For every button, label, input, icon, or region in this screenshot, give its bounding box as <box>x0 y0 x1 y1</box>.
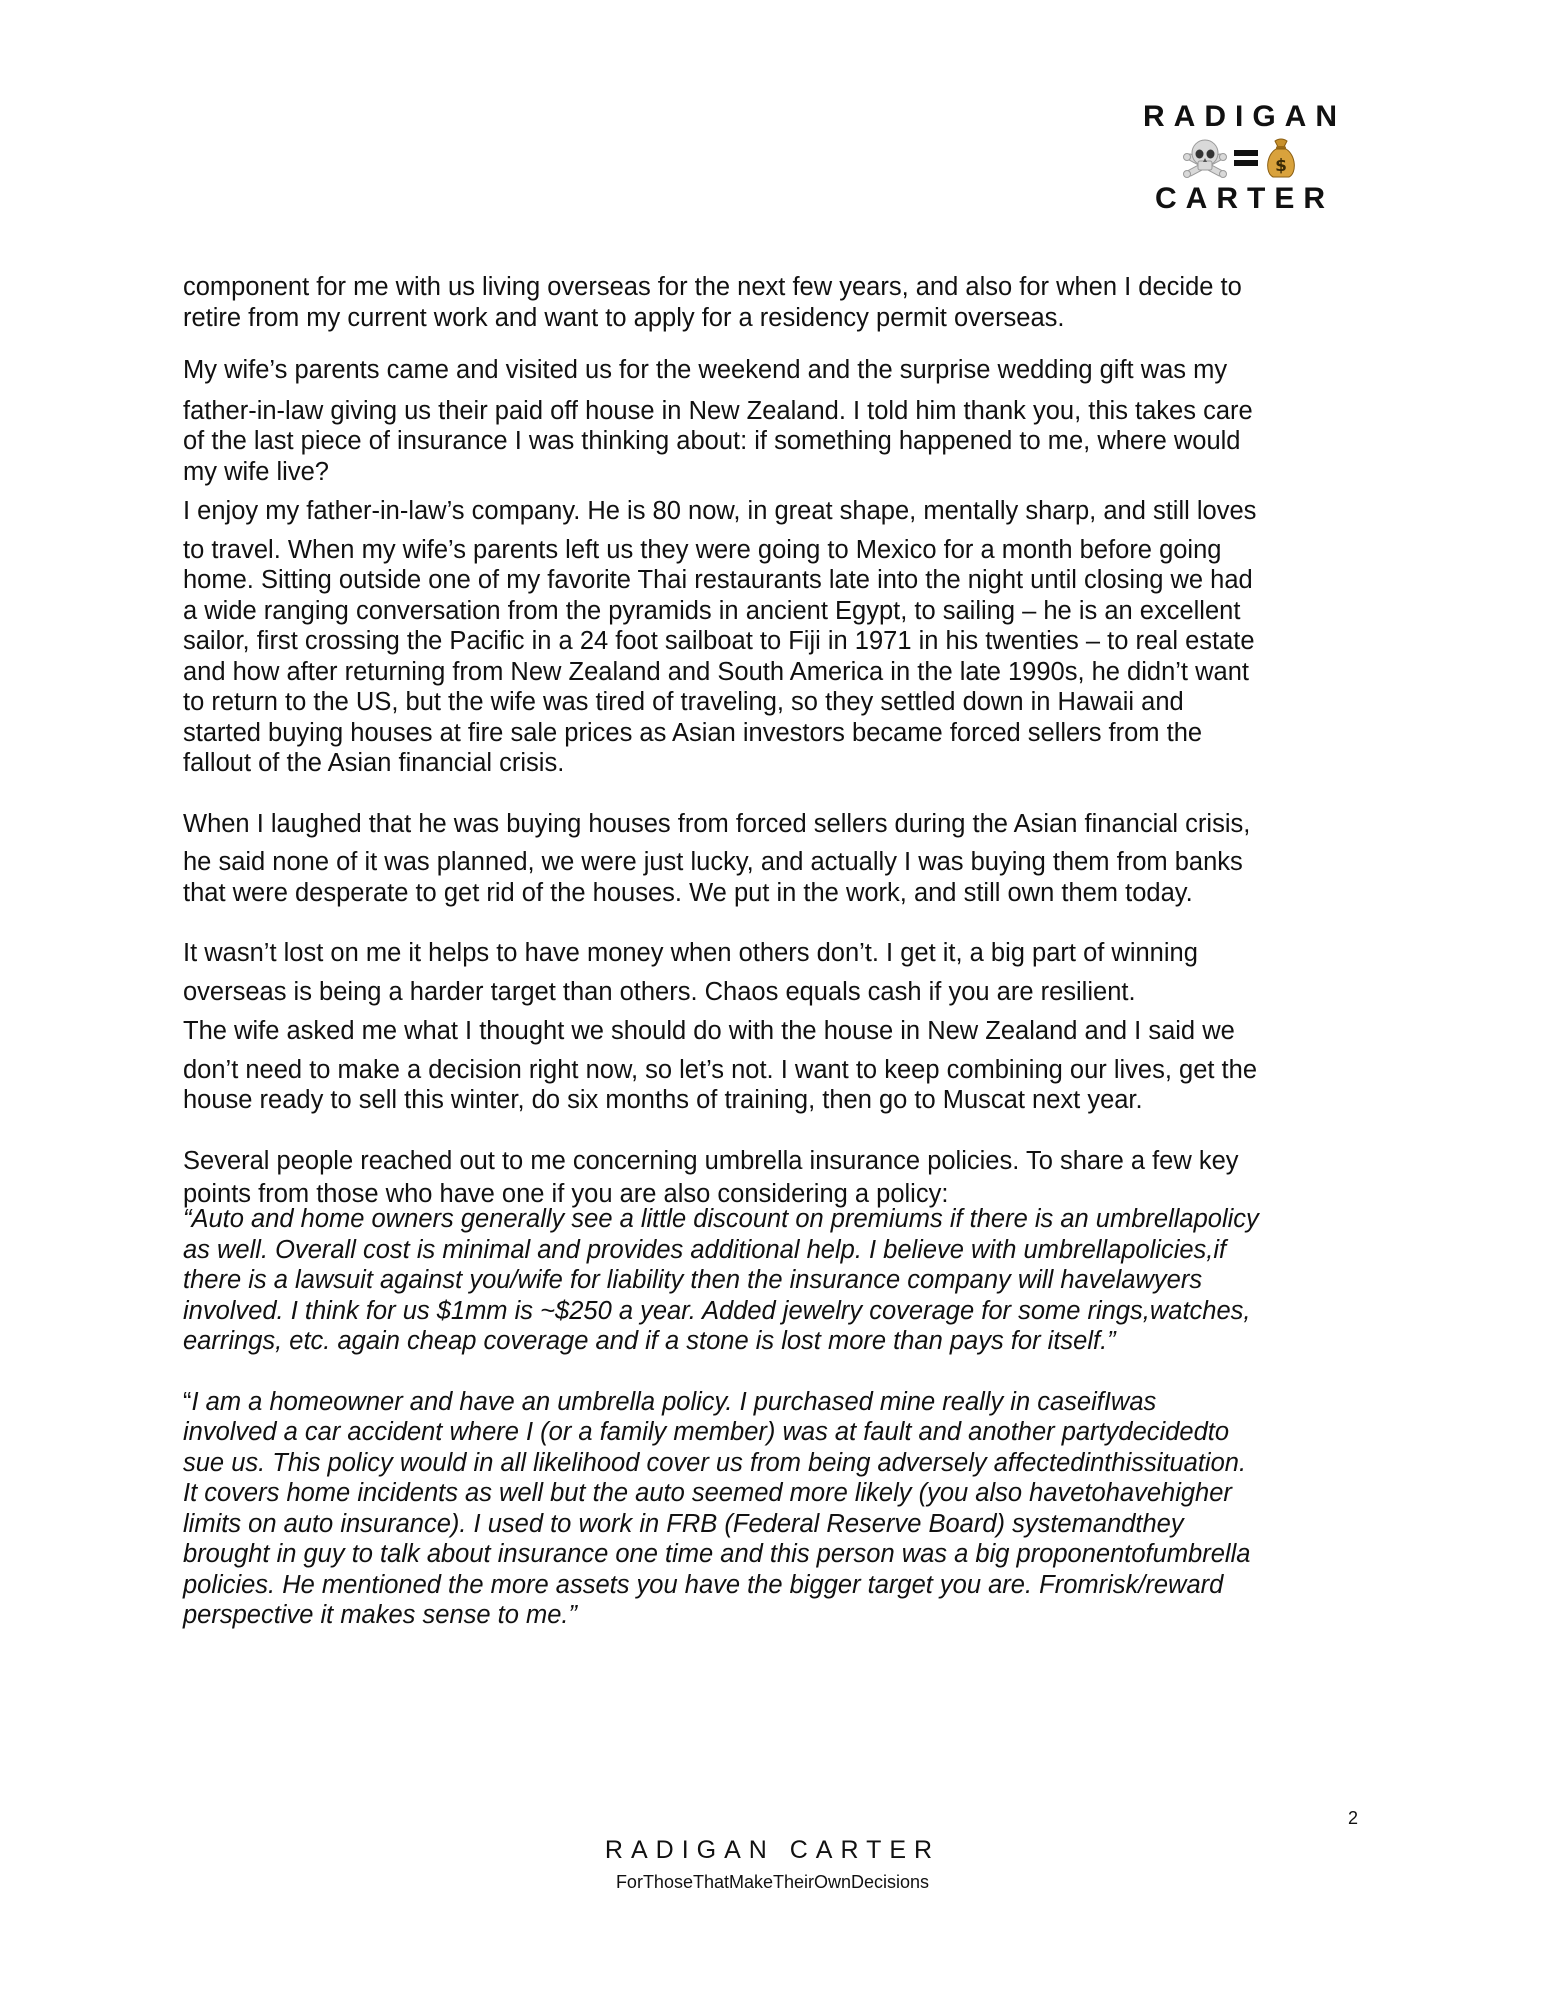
paragraph <box>183 809 1363 909</box>
quote-line: there is a lawsuit against you/wife for liability then the insurance company will havelawyers <box>183 1266 1203 1294</box>
text-line: a wide ranging conversation from the pyramids in ancient Egypt, to sailing – he is an excellent <box>183 596 1241 625</box>
paragraph <box>183 938 1363 1007</box>
text-line: retire from my current work and want to apply for a residency permit overseas. <box>183 303 1065 332</box>
text-line: to travel. When my wife’s parents left us they were going to Mexico for a month before going <box>183 535 1222 564</box>
quote-line: earrings, etc. again cheap coverage and if a stone is lost more than pays for itself.” <box>183 1327 1116 1355</box>
paragraph <box>183 496 1363 779</box>
text-line: Several people reached out to me concerning umbrella insurance policies. To share a few key <box>183 1146 1239 1175</box>
text-line: to return to the US, but the wife was tired of traveling, so they settled down in Hawaii and <box>183 688 1184 716</box>
document-body <box>183 272 1363 1631</box>
page-number: 2 <box>1348 1808 1359 1828</box>
quote-line: involved. I think for us $1mm is ~$250 a year. Added jewelry coverage for some rings,watches, <box>183 1296 1251 1325</box>
equals-sign-icon <box>1232 147 1260 169</box>
quote-line: involved a car accident where I (or a family member) was at fault and another partydecidedto <box>183 1418 1230 1446</box>
quote-line: “Auto and home owners generally see a little discount on premiums if there is an umbrellapolicy <box>183 1205 1259 1233</box>
paragraph <box>183 272 1363 333</box>
text-line: My wife’s parents came and visited us for the weekend and the surprise wedding gift was my <box>183 356 1228 384</box>
text-line: points from those who have one if you are also considering a policy: <box>183 1180 949 1208</box>
footer-tagline: ForThoseThatMakeTheirOwnDecisions <box>615 1872 930 1892</box>
text-line: When I laughed that he was buying houses from forced sellers during the Asian financial crisis, <box>183 809 1251 838</box>
text-line: overseas is being a harder target than others. Chaos equals cash if you are resilient. <box>183 977 1136 1006</box>
testimonial-quote <box>183 1387 1363 1631</box>
text-line: home. Sitting outside one of my favorite Thai restaurants late into the night until closing we had <box>183 566 1253 594</box>
quote-line <box>183 1387 1363 1418</box>
quote-line: brought in guy to talk about insurance one time and this person was a big proponentofumbrella <box>183 1540 1251 1568</box>
skull-and-crossbones-icon <box>1182 137 1228 179</box>
footer-brand: RADIGAN CARTER <box>604 1836 941 1864</box>
paragraph <box>183 355 1363 487</box>
svg-text:$: $ <box>1275 156 1287 176</box>
paragraph <box>183 1016 1363 1116</box>
text-line: It wasn’t lost on me it helps to have money when others don’t. I get it, a big part of winning <box>183 939 1198 967</box>
text-line: and how after returning from New Zealand and South America in the late 1990s, he didn’t want <box>183 657 1249 686</box>
quote-line: policies. He mentioned the more assets you have the bigger target you are. Fromrisk/reward <box>183 1570 1224 1599</box>
quote-line: sue us. This policy would in all likelihood cover us from being adversely affectedinthissituation. <box>183 1448 1247 1477</box>
text-line: father-in-law giving us their paid off house in New Zealand. I told him thank you, this takes care <box>183 396 1253 425</box>
text-line: that were desperate to get rid of the houses. We put in the work, and still own them today. <box>183 878 1193 907</box>
quote-text: I am a homeowner and have an umbrella policy. I purchased mine really in caseifIwas <box>191 1387 1157 1416</box>
quote-line: perspective it makes sense to me.” <box>183 1601 577 1629</box>
logo-emoji-row <box>1120 134 1360 182</box>
logo-top-text: RADIGAN <box>1143 100 1346 133</box>
logo-bottom-text: CARTER <box>1155 182 1334 215</box>
text-line: fallout of the Asian financial crisis. <box>183 749 565 777</box>
open-quote-mark: “ <box>183 1387 192 1416</box>
quote-line: It covers home incidents as well but the auto seemed more likely (you also havetohavehigher <box>183 1479 1232 1507</box>
text-line: my wife live? <box>183 457 329 486</box>
text-line: The wife asked me what I thought we should do with the house in New Zealand and I said we <box>183 1017 1235 1045</box>
text-line: sailor, first crossing the Pacific in a 24 foot sailboat to Fiji in 1971 in his twenties – to real estate <box>183 627 1255 655</box>
money-bag-icon <box>1264 137 1298 179</box>
quote-line: as well. Overall cost is minimal and provides additional help. I believe with umbrellapolicies,if <box>183 1235 1227 1264</box>
quote-line: limits on auto insurance). I used to work in FRB (Federal Reserve Board) systemandthey <box>183 1509 1184 1538</box>
text-line: I enjoy my father-in-law’s company. He is 80 now, in great shape, mentally sharp, and still loves <box>183 497 1257 525</box>
testimonial-quote <box>183 1204 1363 1357</box>
paragraph <box>183 1146 1363 1208</box>
text-line: of the last piece of insurance I was thinking about: if something happened to me, where would <box>183 427 1241 455</box>
text-line: house ready to sell this winter, do six months of training, then go to Muscat next year. <box>183 1086 1143 1114</box>
text-line: started buying houses at fire sale prices as Asian investors became forced sellers from the <box>183 718 1203 747</box>
brand-logo <box>1120 100 1360 216</box>
text-line: he said none of it was planned, we were just lucky, and actually I was buying them from banks <box>183 848 1243 876</box>
text-line: component for me with us living overseas for the next few years, and also for when I decide to <box>183 273 1242 301</box>
text-line: don’t need to make a decision right now, so let’s not. I want to keep combining our lives, get the <box>183 1055 1258 1084</box>
